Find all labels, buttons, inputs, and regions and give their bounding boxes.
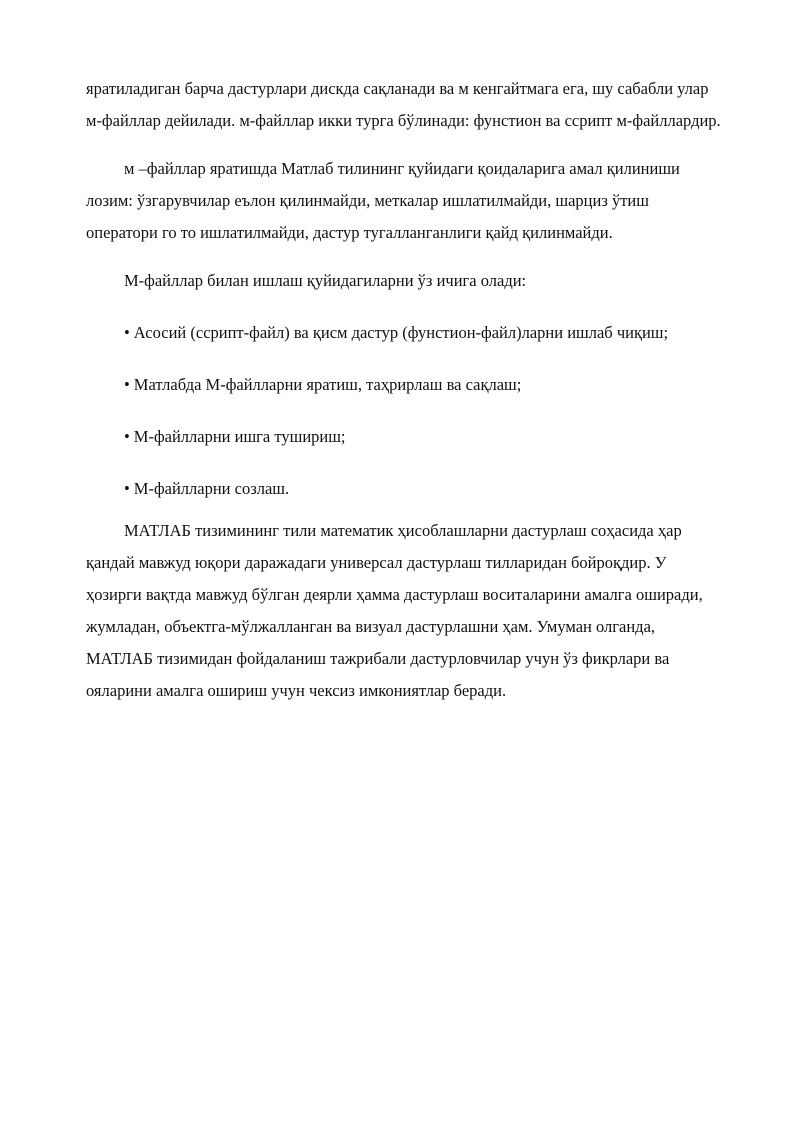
paragraph-list-intro: М-файллар билан ишлаш қуйидагиларни ўз ичига олади: — [124, 271, 527, 290]
paragraph-intro: яратиладиган барча дастурлари дискда сақланади ва м кенгайтмага ега, шу сабабли улар м-файллар дейилади. м-файллар икки турга бўлинади: фунстион ва ссрипт м-файллардир. — [86, 79, 721, 130]
bullet-item: • Матлабда М-файлларни яратиш, таҳрирлаш ва сақлаш; — [86, 369, 722, 401]
bullet-item: • М-файлларни созлаш. — [86, 473, 722, 505]
paragraph-rules: м –файллар яратишда Матлаб тилининг қуйидаги қоидаларига амал қилиниши лозим: ўзгарувчилар еълон қилинмайди, меткалар ишлатилмайди, шарциз ўтиш оператори го то ишлатилмайди, дастур тугалланганлиги қайд қилинмайди. — [86, 159, 680, 242]
bullet-item: • Асосий (ссрипт-файл) ва қисм дастур (фунстион-файл)ларни ишлаб чиқиш; — [86, 317, 722, 349]
paragraph-matlab-summary: МАТЛАБ тизимининг тили математик ҳисоблашларни дастурлаш соҳасида ҳар қандай мавжуд юқори даражадаги универсал дастурлаш тилларидан бойроқдир. У ҳозирги вақтда мавжуд бўлган деярли ҳамма дастурлаш воситаларини амалга оширади, жумладан, объектга-мўлжалланган ва визуал дастурлашни ҳам. Умуман олганда, МАТЛАБ тизимидан фойдаланиш тажрибали дастурловчилар учун ўз фикрлари ва ояларини амалга ошириш учун чексиз имкониятлар беради. — [86, 521, 703, 700]
document-body — [86, 73, 722, 707]
bullet-item: • М-файлларни ишга тушириш; — [86, 421, 722, 453]
